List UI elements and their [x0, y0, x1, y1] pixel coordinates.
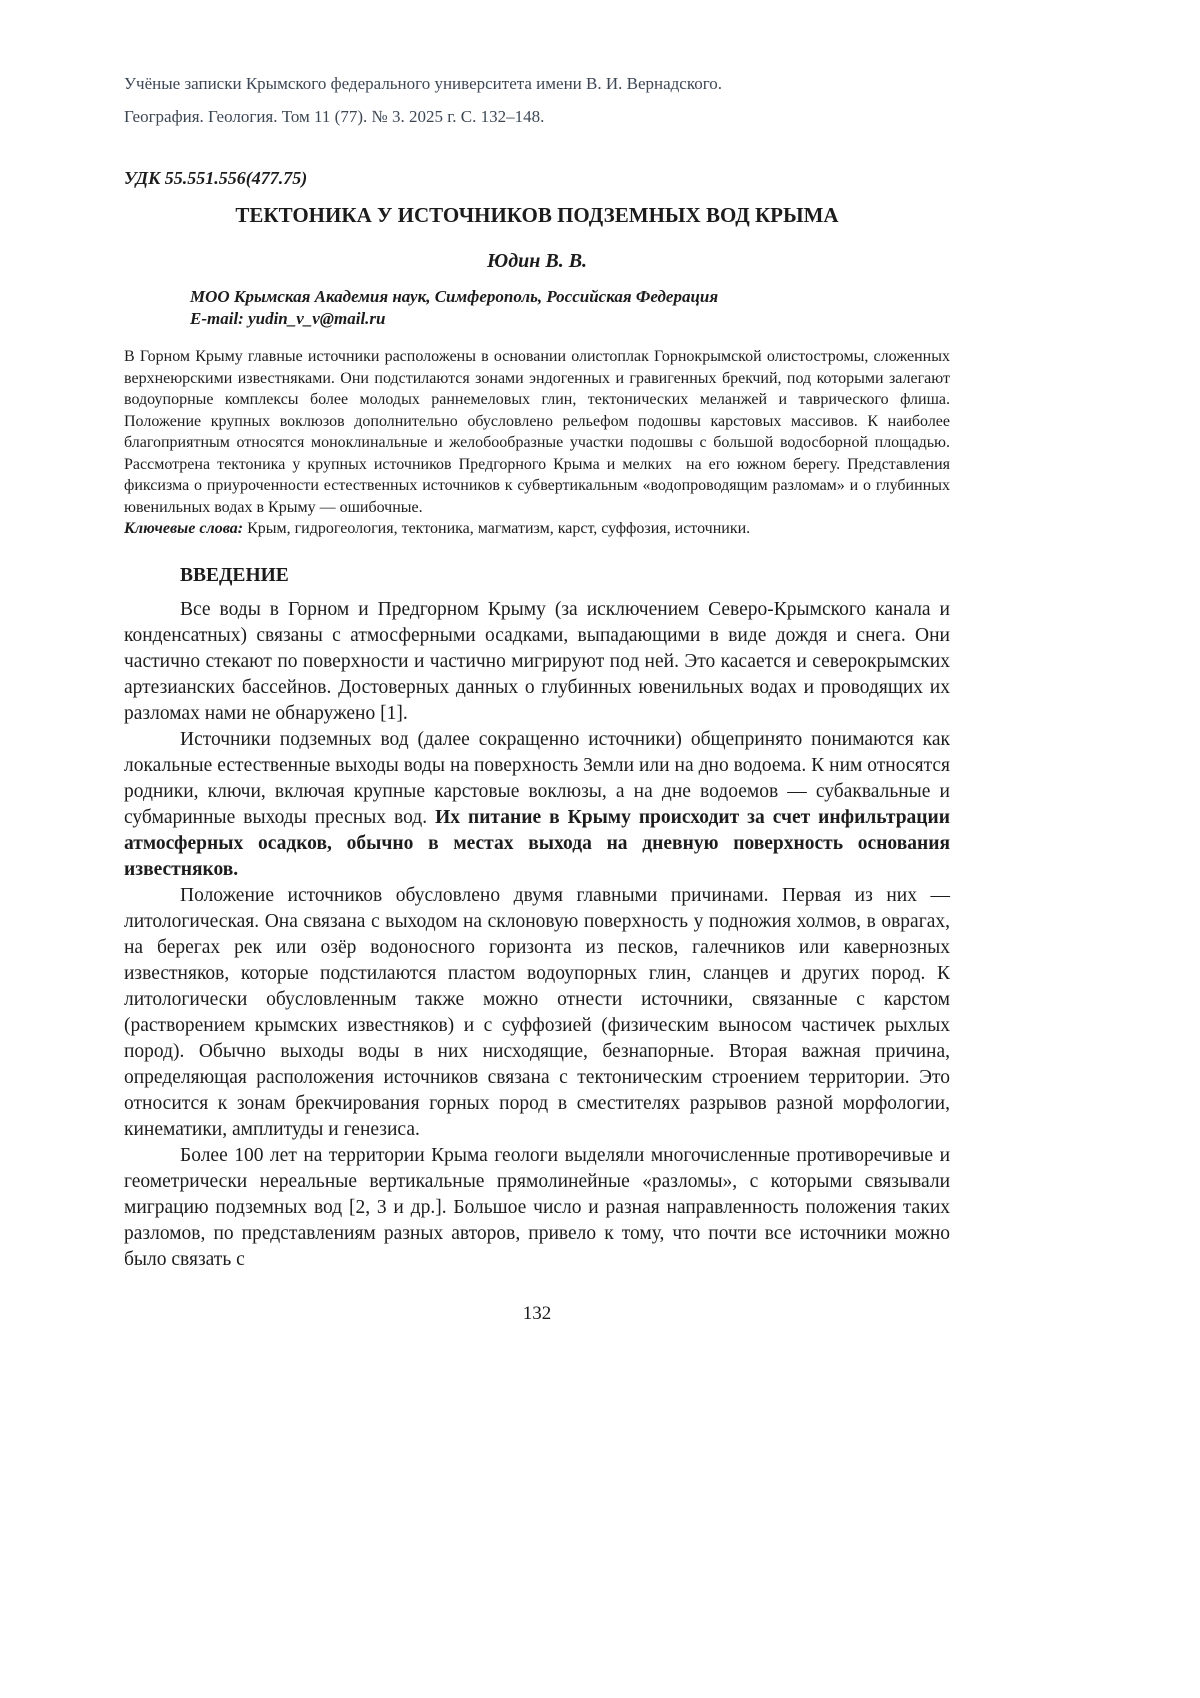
email-line: E-mail: yudin_v_v@mail.ru [190, 309, 386, 328]
journal-header-line-1: Учёные записки Крымского федерального университета имени В. И. Вернадского. [124, 74, 723, 93]
affiliation-block [190, 286, 950, 330]
section-heading-introduction: ВВЕДЕНИЕ [180, 564, 289, 586]
page-number: 132 [522, 1302, 552, 1324]
body-paragraph-2 [124, 727, 950, 883]
udc-code: УДК 55.551.556(477.75) [124, 168, 308, 188]
paragraph-bold-text: Их питание в Крыму происходит за счет инфильтрации атмосферных осадков, обычно в местах выхода на дневную поверхность основания известняков. [124, 806, 950, 880]
body-paragraph-4 [124, 1143, 950, 1273]
paragraph-text: Более 100 лет на территории Крыма геологи выделяли многочисленные противоречивые и геометрически нереальные вертикальные прямолинейные «разломы», с которыми связывали миграцию подземных вод [2, 3 и др.]. Большое число и разная направленность положения таких разломов, по представлениям разных авторов, привело к тому, что почти все источники можно было связать с [124, 1144, 950, 1270]
author-name: Юдин В. В. [486, 250, 588, 272]
body-paragraph-1 [124, 597, 950, 727]
journal-header-line-2: География. Геология. Том 11 (77). № 3. 2025 г. С. 132–148. [124, 107, 545, 126]
paragraph-text: Положение источников обусловлено двумя главными причинами. Первая из них — литологическая. Она связана с выходом на склоновую поверхность у подножия холмов, в оврагах, на берегах рек или озёр водоносного горизонта из песков, галечников или кавернозных известняков, которые подстилаются пластом водоупорных глин, сланцев и других пород. К литологически обусловленным также можно отнести источники, связанные с карстом (растворением крымских известняков) и с суффозией (физическим выносом частичек рыхлых пород). Обычно выходы воды в них нисходящие, безнапорные. Вторая важная причина, определяющая расположения источников связана с тектоническим строением территории. Это относится к зонам брекчирования горных пород в сместителях разрывов разной морфологии, кинематики, амплитуды и генезиса. [124, 884, 950, 1140]
article-title: ТЕКТОНИКА У ИСТОЧНИКОВ ПОДЗЕМНЫХ ВОД КРЫМА [235, 203, 839, 227]
keywords-line [124, 518, 950, 540]
body-paragraph-3 [124, 883, 950, 1143]
abstract-text: В Горном Крыму главные источники расположены в основании олистоплак Горнокрымской олистостромы, сложенных верхнеюрскими известняками. Они подстилаются зонами эндогенных и гравигенных брекчий, под которыми залегают водоупорные комплексы более молодых раннемеловых глин, тектонических меланжей и таврического флиша. Положение крупных воклюзов дополнительно обусловлено рельефом подошвы карстовых массивов. К наиболее благоприятным относятся моноклинальные и желобообразные участки подошвы с большой водосборной площадью. Рассмотрена тектоника у крупных источников Предгорного Крыма и мелких на его южном берегу. Представления фиксизма о приуроченности естественных источников к субвертикальным «водопроводящим разломам» и о глубинных ювенильных водах в Крыму — ошибочные. [124, 348, 950, 516]
affiliation-line: МОО Крымская Академия наук, Симферополь, Российская Федерация [190, 287, 719, 306]
page-content [124, 0, 950, 1325]
journal-header [124, 74, 950, 127]
keywords-label: Ключевые слова: [124, 520, 244, 537]
paragraph-text: Источники подземных вод (далее сокращенно источники) общепринято понимаются как локальные естественные выходы воды на поверхность Земли или на дно водоема. К ним относятся родники, ключи, включая крупные карстовые воклюзы, а на дне водоемов — субаквальные и субмаринные выходы пресных вод. [124, 728, 950, 828]
paragraph-text: Все воды в Горном и Предгорном Крыму (за исключением Северо-Крымского канала и конденсатных) связаны с атмосферными осадками, выпадающими в виде дождя и снега. Они частично стекают по поверхности и частично мигрируют под ней. Это касается и северокрымских артезианских бассейнов. Достоверных данных о глубинных ювенильных водах и проводящих их разломах нами не обнаружено [1]. [124, 598, 950, 724]
keywords-text: Крым, гидрогеология, тектоника, магматизм, карст, суффозия, источники. [243, 520, 751, 537]
